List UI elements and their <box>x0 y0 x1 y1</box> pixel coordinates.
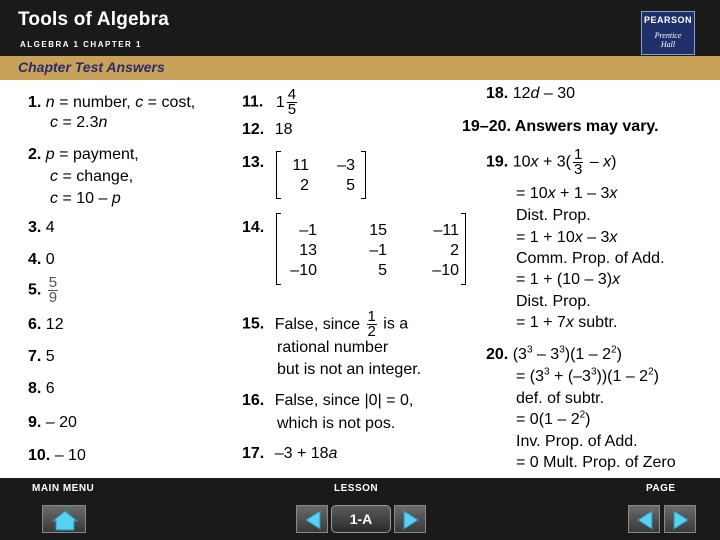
fraction: $\frac{4}{5}$ <box>287 86 297 118</box>
answer-4: 4. 0 <box>28 251 55 268</box>
section-bar <box>0 56 720 80</box>
matrix-cell: –3 <box>337 157 355 174</box>
answer-19-line-6: = 1 + (10 – 3)x <box>516 271 621 288</box>
logo-line-2: Prentice <box>654 31 682 40</box>
answer-15: 15. False, since $\frac{1}{2}$ is a <box>242 308 409 340</box>
matrix-cell: 11 <box>292 157 309 174</box>
answer-20-line-5: Inv. Prop. of Add. <box>516 433 638 450</box>
logo-line-1: PEARSON <box>643 15 692 25</box>
arrow-left-icon <box>297 506 329 534</box>
answer-19-line-3: Dist. Prop. <box>516 207 591 224</box>
matrix-cell: 5 <box>378 262 387 279</box>
answer-7: 7. 5 <box>28 348 55 365</box>
matrix-cell: 5 <box>346 177 355 194</box>
pearson-logo <box>641 11 695 55</box>
answer-19-line-2: = 10x + 1 – 3x <box>516 185 618 202</box>
answer-12: 12. 18 <box>242 121 293 138</box>
page-label: PAGE <box>646 483 676 494</box>
lesson-prev-button[interactable] <box>296 505 328 533</box>
answer-11: 11. 1 $\frac{4}{5}$ <box>242 86 297 118</box>
answer-20-line-3: def. of subtr. <box>516 390 605 407</box>
answer-9: 9. – 20 <box>28 414 77 431</box>
arrow-right-icon <box>665 506 697 534</box>
answer-8: 8. 6 <box>28 380 55 397</box>
answer-19-line-4: = 1 + 10x – 3x <box>516 229 618 246</box>
section-title: Chapter Test Answers <box>18 59 165 75</box>
answer-18: 18. 12d – 30 <box>486 85 575 102</box>
answer-15-line-3: but is not an integer. <box>277 361 422 378</box>
answer-14-matrix <box>276 214 466 284</box>
answer-2-line-3: c = 10 – p <box>50 190 121 207</box>
answer-19-line-7: Dist. Prop. <box>516 293 591 310</box>
answer-20-line-6: = 0 Mult. Prop. of Zero <box>516 454 676 471</box>
answer-13-label: 13. <box>242 154 265 171</box>
page-subtitle: ALGEBRA 1 CHAPTER 1 <box>20 40 142 49</box>
answer-19-line-8: = 1 + 7x subtr. <box>516 314 618 331</box>
matrix-cell: 13 <box>299 242 317 259</box>
matrix-cell: –10 <box>432 262 459 279</box>
lesson-next-button[interactable] <box>394 505 426 533</box>
answer-14-label: 14. <box>242 219 265 236</box>
logo-line-3: Hall <box>660 40 676 49</box>
answer-16-line-2: which is not pos. <box>277 415 396 432</box>
answer-2: 2. p = payment, <box>28 146 139 163</box>
answer-16: 16. False, since |0| = 0, <box>242 392 414 409</box>
answer-1-line-2: c = 2.3n <box>50 114 108 131</box>
lesson-indicator: 1-A <box>331 505 391 533</box>
main-menu-label: MAIN MENU <box>32 483 95 494</box>
page-next-button[interactable] <box>664 505 696 533</box>
answer-10: 10. – 10 <box>28 447 86 464</box>
answer-2-line-2: c = change, <box>50 168 134 185</box>
matrix-cell: –10 <box>290 262 317 279</box>
footer-nav <box>0 478 720 540</box>
matrix-cell: 2 <box>300 177 309 194</box>
fraction: $\frac{1}{3}$ <box>573 146 583 178</box>
answer-19-line-5: Comm. Prop. of Add. <box>516 250 665 267</box>
home-button[interactable] <box>42 505 86 533</box>
answer-5: 5. $\frac{5}{9}$ <box>28 274 58 306</box>
matrix-cell: 2 <box>450 242 459 259</box>
answer-6: 6. 12 <box>28 316 64 333</box>
answer-19: 19. 10x + 3( $\frac{1}{3}$ – x) <box>486 146 617 178</box>
header-bar <box>0 0 720 56</box>
answer-20-line-4: = $0(1 - 2^2)$ <box>516 409 591 428</box>
page-prev-button[interactable] <box>628 505 660 533</box>
fraction: $\frac{1}{2}$ <box>367 308 376 340</box>
lesson-label: LESSON <box>334 483 379 494</box>
matrix-cell: –11 <box>433 222 459 239</box>
matrix-cell: –1 <box>299 222 317 239</box>
answer-3: 3. 4 <box>28 219 55 236</box>
answer-20: 20. $(3^3 - 3^3)(1 - 2^2)$ <box>486 344 622 363</box>
arrow-right-icon <box>395 506 427 534</box>
answer-15-line-2: rational number <box>277 339 389 356</box>
page-title: Tools of Algebra <box>18 9 169 30</box>
answer-1: 1. n = number, c = cost, <box>28 94 196 111</box>
fraction: $\frac{5}{9}$ <box>48 274 58 306</box>
arrow-left-icon <box>629 506 661 534</box>
home-icon <box>43 506 87 534</box>
matrix-cell: 15 <box>369 222 387 239</box>
answer-19-20-note: 19–20. Answers may vary. <box>462 118 659 135</box>
matrix-cell: –1 <box>369 242 387 259</box>
answer-17: 17. –3 + 18a <box>242 445 338 462</box>
answer-20-line-2: = $(3^3 + (-3^3))(1 - 2^2)$ <box>516 366 659 385</box>
answer-13-matrix <box>276 152 366 198</box>
